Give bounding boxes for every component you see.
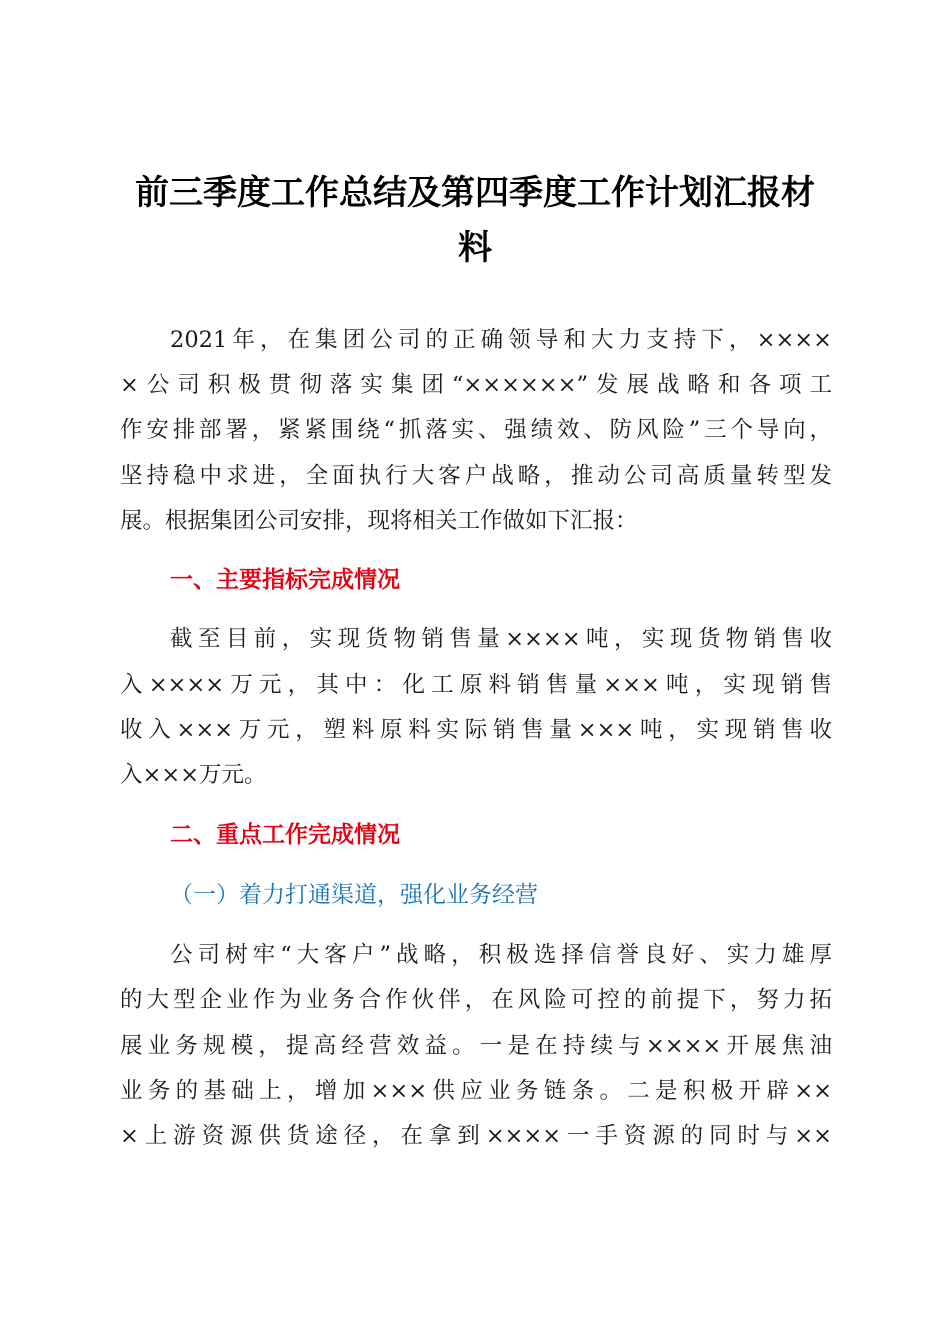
- document-title-line-1: 前三季度工作总结及第四季度工作计划汇报材: [135, 173, 815, 213]
- section-1-paragraph-line: 入×××万元。: [120, 762, 267, 788]
- section-2-paragraph-line: 公司树牢“大客户”战略，积极选择信誉良好、实力雄厚: [170, 942, 832, 968]
- section-2-subheading: （一）着力打通渠道，强化业务经营: [170, 882, 538, 908]
- intro-paragraph-line: 作安排部署，紧紧围绕“抓落实、强绩效、防风险”三个导向，: [120, 417, 832, 443]
- section-2-heading: 二、重点工作完成情况: [170, 822, 400, 848]
- section-1-paragraph-line: 截至目前，实现货物销售量××××吨，实现货物销售收: [170, 626, 832, 652]
- intro-paragraph-line: 坚持稳中求进，全面执行大客户战略，推动公司高质量转型发: [120, 463, 832, 489]
- section-2-paragraph-line: ×上游资源供货途径，在拿到××××一手资源的同时与××: [120, 1123, 832, 1149]
- intro-paragraph-line: 展。根据集团公司安排，现将相关工作做如下汇报：: [120, 508, 638, 534]
- section-2-paragraph-line: 的大型企业作为业务合作伙伴，在风险可控的前提下，努力拓: [120, 987, 832, 1013]
- section-1-heading: 一、主要指标完成情况: [170, 567, 400, 593]
- intro-paragraph-line: ×公司积极贯彻落实集团“××××××”发展战略和各项工: [120, 372, 832, 398]
- section-2-paragraph-line: 展业务规模，提高经营效益。一是在持续与××××开展焦油: [120, 1033, 832, 1059]
- document-title-line-2: 料: [458, 228, 492, 268]
- section-2-paragraph-line: 业务的基础上，增加×××供应业务链条。二是积极开辟××: [120, 1078, 832, 1104]
- section-1-paragraph-line: 入××××万元，其中：化工原料销售量×××吨，实现销售: [120, 672, 832, 698]
- intro-paragraph-line: 2021年，在集团公司的正确领导和大力支持下，××××: [170, 327, 832, 353]
- section-1-paragraph-line: 收入×××万元，塑料原料实际销售量×××吨，实现销售收: [120, 717, 832, 743]
